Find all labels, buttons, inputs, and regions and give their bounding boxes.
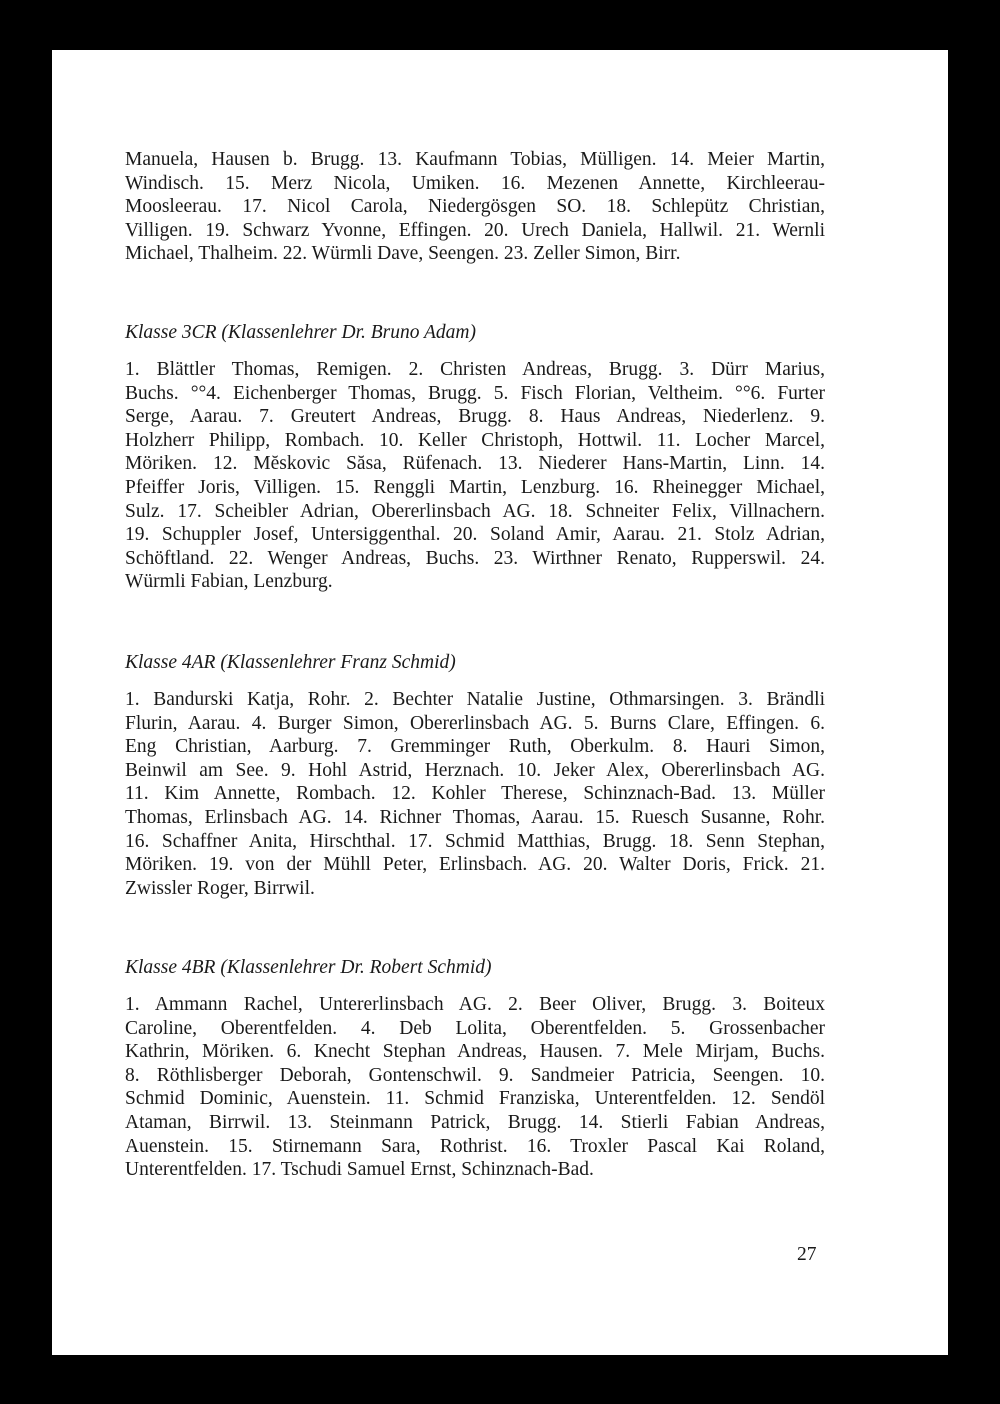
text-line: Moosleerau. 17. Nicol Carola, Niedergösgen SO. 18. Schlepütz Christian, <box>125 196 825 218</box>
text-line: Manuela, Hausen b. Brugg. 13. Kaufmann Tobias, Mülligen. 14. Meier Martin, <box>125 149 825 170</box>
text-line: Schöftland. 22. Wenger Andreas, Buchs. 23. Wirthner Renato, Rupperswil. 24. <box>125 547 825 569</box>
document-page <box>52 50 948 1355</box>
text-line: Buchs. °°4. Eichenberger Thomas, Brugg. 5. Fisch Florian, Veltheim. °°6. Furter <box>125 382 825 404</box>
section-continuation <box>125 148 825 266</box>
text-line: Zwissler Roger, Birrwil. <box>125 877 315 899</box>
text-line: Villigen. 19. Schwarz Yvonne, Effingen. 20. Urech Daniela, Hallwil. 21. Wernli <box>125 219 825 241</box>
text-line: Unterentfelden. 17. Tschudi Samuel Ernst, Schinznach-Bad. <box>125 1159 594 1181</box>
text-line: Beinwil am See. 9. Hohl Astrid, Herznach. 10. Jeker Alex, Obererlinsbach AG. <box>125 759 825 781</box>
text-line: Caroline, Oberentfelden. 4. Deb Lolita, Oberentfelden. 5. Grossenbacher <box>125 1017 825 1039</box>
text-line: Ataman, Birrwil. 13. Steinmann Patrick, Brugg. 14. Stierli Fabian Andreas, <box>125 1111 825 1133</box>
text-line: Pfeiffer Joris, Villigen. 15. Renggli Martin, Lenzburg. 16. Rheinegger Michael, <box>125 476 825 498</box>
text-line: Windisch. 15. Merz Nicola, Umiken. 16. Mezenen Annette, Kirchleerau- <box>125 172 825 194</box>
text-line: 1. Blättler Thomas, Remigen. 2. Christen Andreas, Brugg. 3. Dürr Marius, <box>125 359 825 380</box>
text-line: 8. Röthlisberger Deborah, Gontenschwil. 9. Sandmeier Patricia, Seengen. 10. <box>125 1064 825 1086</box>
text-line: Sulz. 17. Scheibler Adrian, Obererlinsbach AG. 18. Schneiter Felix, Villnachern. <box>125 500 825 522</box>
text-line: Thomas, Erlinsbach AG. 14. Richner Thomas, Aarau. 15. Ruesch Susanne, Rohr. <box>125 806 825 828</box>
text-line: Schmid Dominic, Auenstein. 11. Schmid Franziska, Unterentfelden. 12. Sendöl <box>125 1088 825 1110</box>
page-number: 27 <box>797 1244 817 1265</box>
text-line: Würmli Fabian, Lenzburg. <box>125 571 333 593</box>
text-line: 19. Schuppler Josef, Untersiggenthal. 20. Soland Amir, Aarau. 21. Stolz Adrian, <box>125 524 825 546</box>
text-line: 1. Ammann Rachel, Untererlinsbach AG. 2. Beer Oliver, Brugg. 3. Boiteux <box>125 994 825 1015</box>
text-line: Kathrin, Möriken. 6. Knecht Stephan Andreas, Hausen. 7. Mele Mirjam, Buchs. <box>125 1041 825 1063</box>
section-klasse-4br <box>125 956 825 1182</box>
section-klasse-3cr <box>125 321 825 594</box>
text-line: Flurin, Aarau. 4. Burger Simon, Obererlinsbach AG. 5. Burns Clare, Effingen. 6. <box>125 712 825 734</box>
text-line: Holzherr Philipp, Rombach. 10. Keller Christoph, Hottwil. 11. Locher Marcel, <box>125 429 825 451</box>
text-line: Auenstein. 15. Stirnemann Sara, Rothrist. 16. Troxler Pascal Kai Roland, <box>125 1135 825 1157</box>
text-line: Serge, Aarau. 7. Greutert Andreas, Brugg. 8. Haus Andreas, Niederlenz. 9. <box>125 406 825 428</box>
text-line: Eng Christian, Aarburg. 7. Gremminger Ruth, Oberkulm. 8. Hauri Simon, <box>125 736 825 758</box>
text-line: Möriken. 12. Mĕskovic Săsa, Rüfenach. 13. Niederer Hans-Martin, Linn. 14. <box>125 453 825 475</box>
class-heading: Klasse 4AR (Klassenlehrer Franz Schmid) <box>125 652 456 673</box>
text-line: 1. Bandurski Katja, Rohr. 2. Bechter Natalie Justine, Othmarsingen. 3. Brändli <box>125 689 825 710</box>
section-klasse-4ar <box>125 651 825 900</box>
text-line: Michael, Thalheim. 22. Würmli Dave, Seengen. 23. Zeller Simon, Birr. <box>125 243 681 265</box>
text-line: 11. Kim Annette, Rombach. 12. Kohler Therese, Schinznach-Bad. 13. Müller <box>125 783 825 805</box>
text-line: Möriken. 19. von der Mühll Peter, Erlinsbach. AG. 20. Walter Doris, Frick. 21. <box>125 854 825 876</box>
class-heading: Klasse 3CR (Klassenlehrer Dr. Bruno Adam) <box>125 322 476 343</box>
text-line: 16. Schaffner Anita, Hirschthal. 17. Schmid Matthias, Brugg. 18. Senn Stephan, <box>125 830 825 852</box>
class-heading: Klasse 4BR (Klassenlehrer Dr. Robert Schmid) <box>125 957 492 978</box>
